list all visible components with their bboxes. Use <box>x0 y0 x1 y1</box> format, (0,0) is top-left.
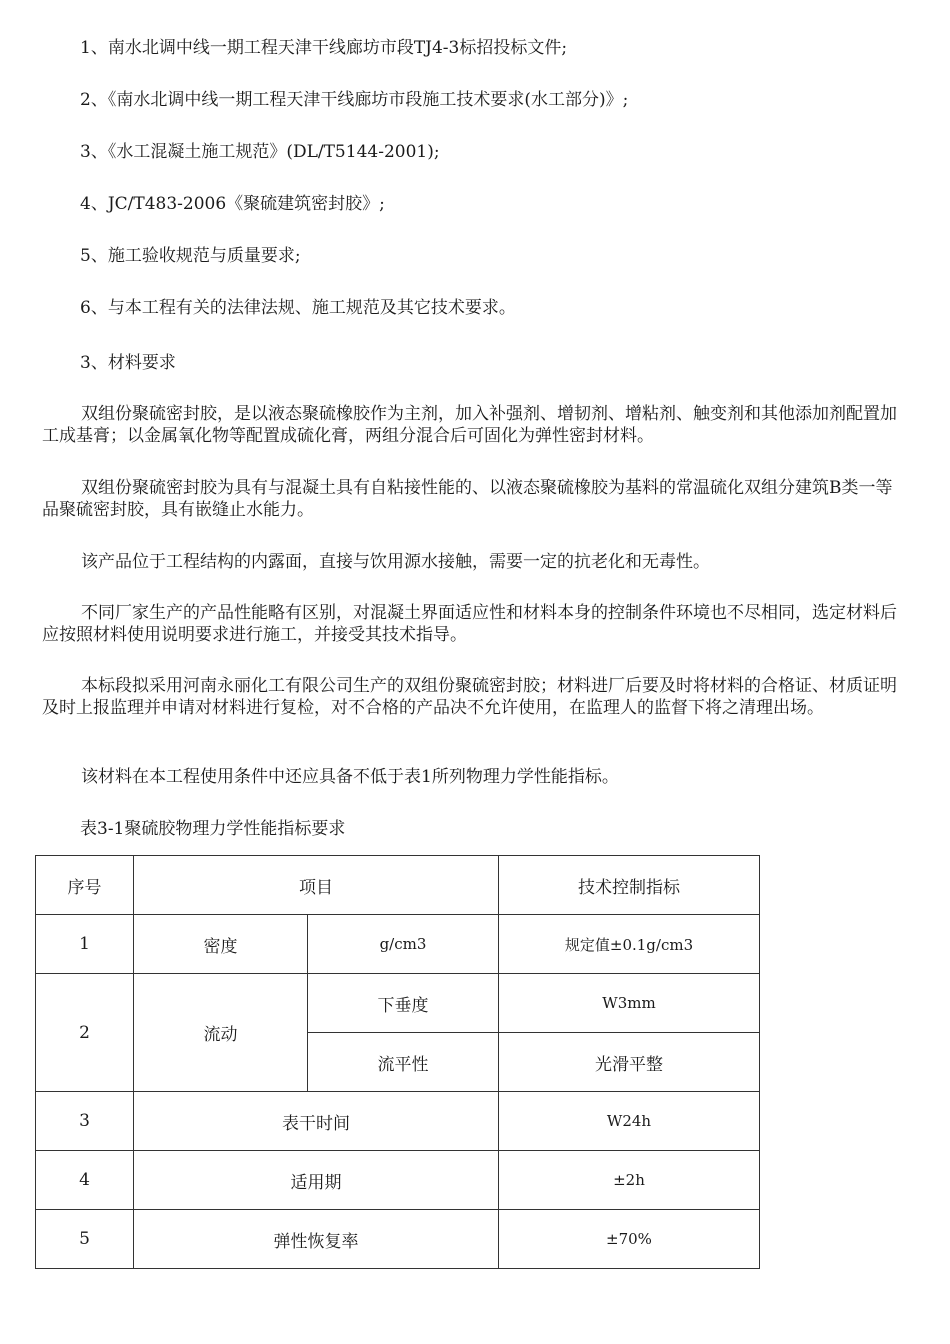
row-no: 1 <box>36 915 134 974</box>
table-row <box>36 1092 760 1151</box>
reference-item-2: 2、《南水北调中线一期工程天津干线廊坊市段施工技术要求(水工部分)》; <box>80 90 629 110</box>
row-spec: W24h <box>499 1092 760 1151</box>
row-item: 表干时间 <box>134 1092 499 1151</box>
table-caption: 表3-1聚硫胶物理力学性能指标要求 <box>80 819 346 839</box>
header-item: 项目 <box>134 856 499 915</box>
reference-item-4: 4、JC/T483-2006《聚硫建筑密封胶》; <box>80 194 385 214</box>
row-no: 2 <box>36 974 134 1092</box>
table-row <box>36 1210 760 1269</box>
row-item: 密度 <box>134 915 308 974</box>
reference-item-6: 6、与本工程有关的法律法规、施工规范及其它技术要求。 <box>80 298 516 318</box>
row-unit: g/cm3 <box>308 915 499 974</box>
paragraph-requirement: 该材料在本工程使用条件中还应具备不低于表1所列物理力学性能指标。 <box>81 767 619 787</box>
row-spec: 规定值±0.1g/cm3 <box>499 915 760 974</box>
row-no: 4 <box>36 1151 134 1210</box>
paragraph-supplier: 本标段拟采用河南永丽化工有限公司生产的双组份聚硫密封胶；材料进厂后要及时将材料的合格证、材质证明及时上报监理并申请对材料进行复检，对不合格的产品决不允许使用，在监理人的监督下将之清理出场。 <box>42 676 897 718</box>
reference-item-5: 5、施工验收规范与质量要求; <box>80 246 301 266</box>
row-item: 流动 <box>134 974 308 1092</box>
row-spec: W3mm <box>499 974 760 1033</box>
row-spec: ±70% <box>499 1210 760 1269</box>
row-item: 适用期 <box>134 1151 499 1210</box>
table-header-row <box>36 856 760 915</box>
header-no: 序号 <box>36 856 134 915</box>
paragraph-composition: 双组份聚硫密封胶，是以液态聚硫橡胶作为主剂，加入补强剂、增韧剂、增粘剂、触变剂和其他添加剂配置加工成基膏；以金属氧化物等配置成硫化膏，两组分混合后可固化为弹性密封材料。 <box>42 404 897 446</box>
row-spec: ±2h <box>499 1151 760 1210</box>
row-no: 3 <box>36 1092 134 1151</box>
paragraph-application: 该产品位于工程结构的内露面，直接与饮用源水接触，需要一定的抗老化和无毒性。 <box>81 552 710 572</box>
row-subitem: 流平性 <box>308 1033 499 1092</box>
paragraph-manufacturer-note: 不同厂家生产的产品性能略有区别，对混凝土界面适应性和材料本身的控制条件环境也不尽相同，选定材料后应按照材料使用说明要求进行施工，并接受其技术指导。 <box>42 603 897 645</box>
spec-table <box>35 855 760 1269</box>
section-heading: 3、材料要求 <box>80 353 176 373</box>
header-spec: 技术控制指标 <box>499 856 760 915</box>
table-row <box>36 915 760 974</box>
row-subitem: 下垂度 <box>308 974 499 1033</box>
row-spec: 光滑平整 <box>499 1033 760 1092</box>
paragraph-properties: 双组份聚硫密封胶为具有与混凝土具有自粘接性能的、以液态聚硫橡胶为基料的常温硫化双组分建筑B类一等品聚硫密封胶，具有嵌缝止水能力。 <box>42 478 893 520</box>
table-row <box>36 1151 760 1210</box>
reference-item-1: 1、南水北调中线一期工程天津干线廊坊市段TJ4-3标招投标文件; <box>80 38 568 58</box>
reference-item-3: 3、《水工混凝土施工规范》(DL/T5144-2001); <box>80 142 440 162</box>
table-row <box>36 974 760 1033</box>
row-no: 5 <box>36 1210 134 1269</box>
row-item: 弹性恢复率 <box>134 1210 499 1269</box>
